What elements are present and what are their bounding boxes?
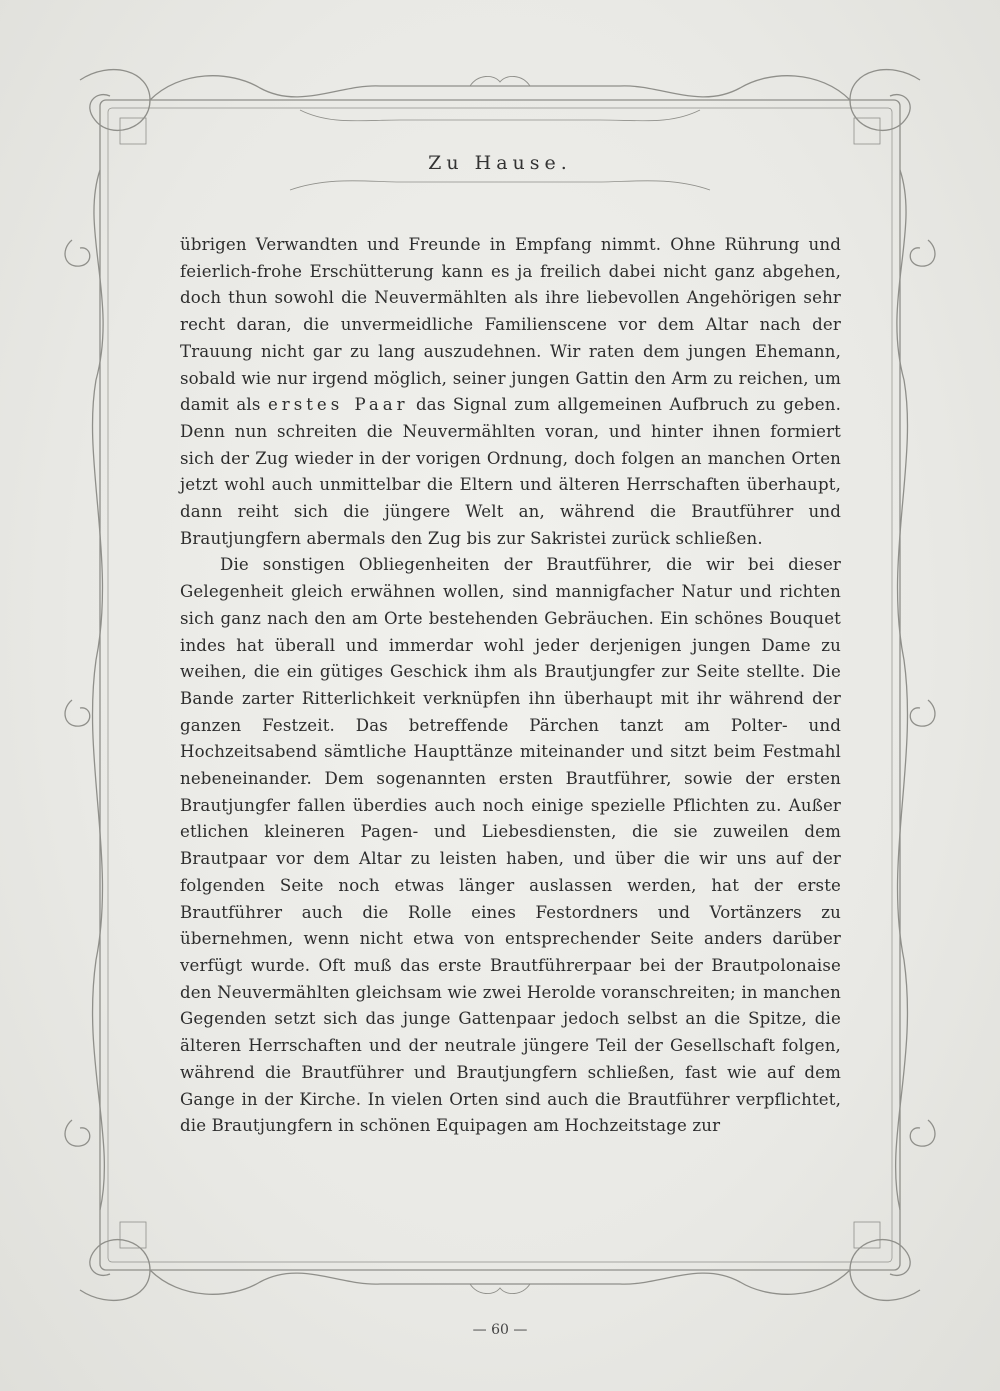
page-number: — 60 — <box>472 1322 528 1338</box>
running-head: Zu Hause. <box>428 152 572 174</box>
paragraph-1-text-a: übrigen Verwandten und Freunde in Empfang nimmt. Ohne Rührung und feierlich-frohe Erschütterung kann es ja freilich dabei nicht ganz abgehen, doch thun sowohl die Neuvermählten als ihre liebevollen Angehörigen sehr recht daran, die unvermeidliche Familienscene vor dem Altar nach der Trauung nicht gar zu lang auszudehnen. Wir raten dem jungen Ehemann, sobald wie nur irgend möglich, seiner jungen Gattin den Arm zu reichen, um damit als <box>180 235 841 415</box>
paragraph-1-text-b: das Signal zum allgemeinen Aufbruch zu geben. Denn nun schreiten die Neuvermählten voran, und hinter ihnen formiert sich der Zug wieder in der vorigen Ordnung, doch folgen an manchen Orten jetzt wohl auch unmittelbar die Eltern und älteren Herrschaften überhaupt, dann reiht sich die jüngere Welt an, während die Brautführer und Brautjungfern abermals den Zug bis zur Sakristei zurück schließen. <box>180 395 841 548</box>
emphasized-phrase: erstes Paar <box>267 395 409 415</box>
paragraph-2: Die sonstigen Obliegenheiten der Brautführer, die wir bei dieser Gelegenheit gleich erwähnen wollen, sind mannigfacher Natur und richten sich ganz nach den am Orte bestehenden Gebräuchen. Ein schönes Bouquet indes hat überall und immerdar wohl jeder derjenigen jungen Dame zu weihen, die ein gütiges Geschick ihm als Brautjungfer zur Seite stellte. Die Bande zarter Ritterlichkeit verknüpfen ihn überhaupt mit ihr während der ganzen Festzeit. Das betreffende Pärchen tanzt am Polter- und Hochzeitsabend sämtliche Haupttänze miteinander und sitzt beim Festmahl nebeneinander. Dem sogenannten ersten Brautführer, sowie der ersten Brautjungfer fallen überdies auch noch einige spezielle Pflichten zu. Außer etlichen kleineren Pagen- und Liebesdiensten, die sie zuweilen dem Brautpaar vor dem Altar zu leisten haben, und über die wir uns auf der folgenden Seite noch etwas länger auslassen werden, hat der erste Brautführer auch die Rolle eines Festordners und Vortänzers zu übernehmen, wenn nicht etwa von entsprechender Seite anders darüber verfügt wurde. Oft muß das erste Brautführerpaar bei der Brautpolonaise den Neuvermählten gleichsam wie zwei Herolde voranschreiten; in manchen Gegenden setzt sich das junge Gattenpaar jedoch selbst an die Spitze, die älteren Herrschaften und der neutrale jüngere Teil der Gesellschaft folgen, während die Brautführer und Brautjungfern schließen, fast wie auf dem Gange in der Kirche. In vielen Orten sind auch die Brautführer verpflichtet, die Brautjungfern in schönen Equipagen am Hochzeitstage zur <box>180 555 841 1136</box>
body-text <box>180 232 841 1140</box>
paragraph-1 <box>180 232 841 552</box>
